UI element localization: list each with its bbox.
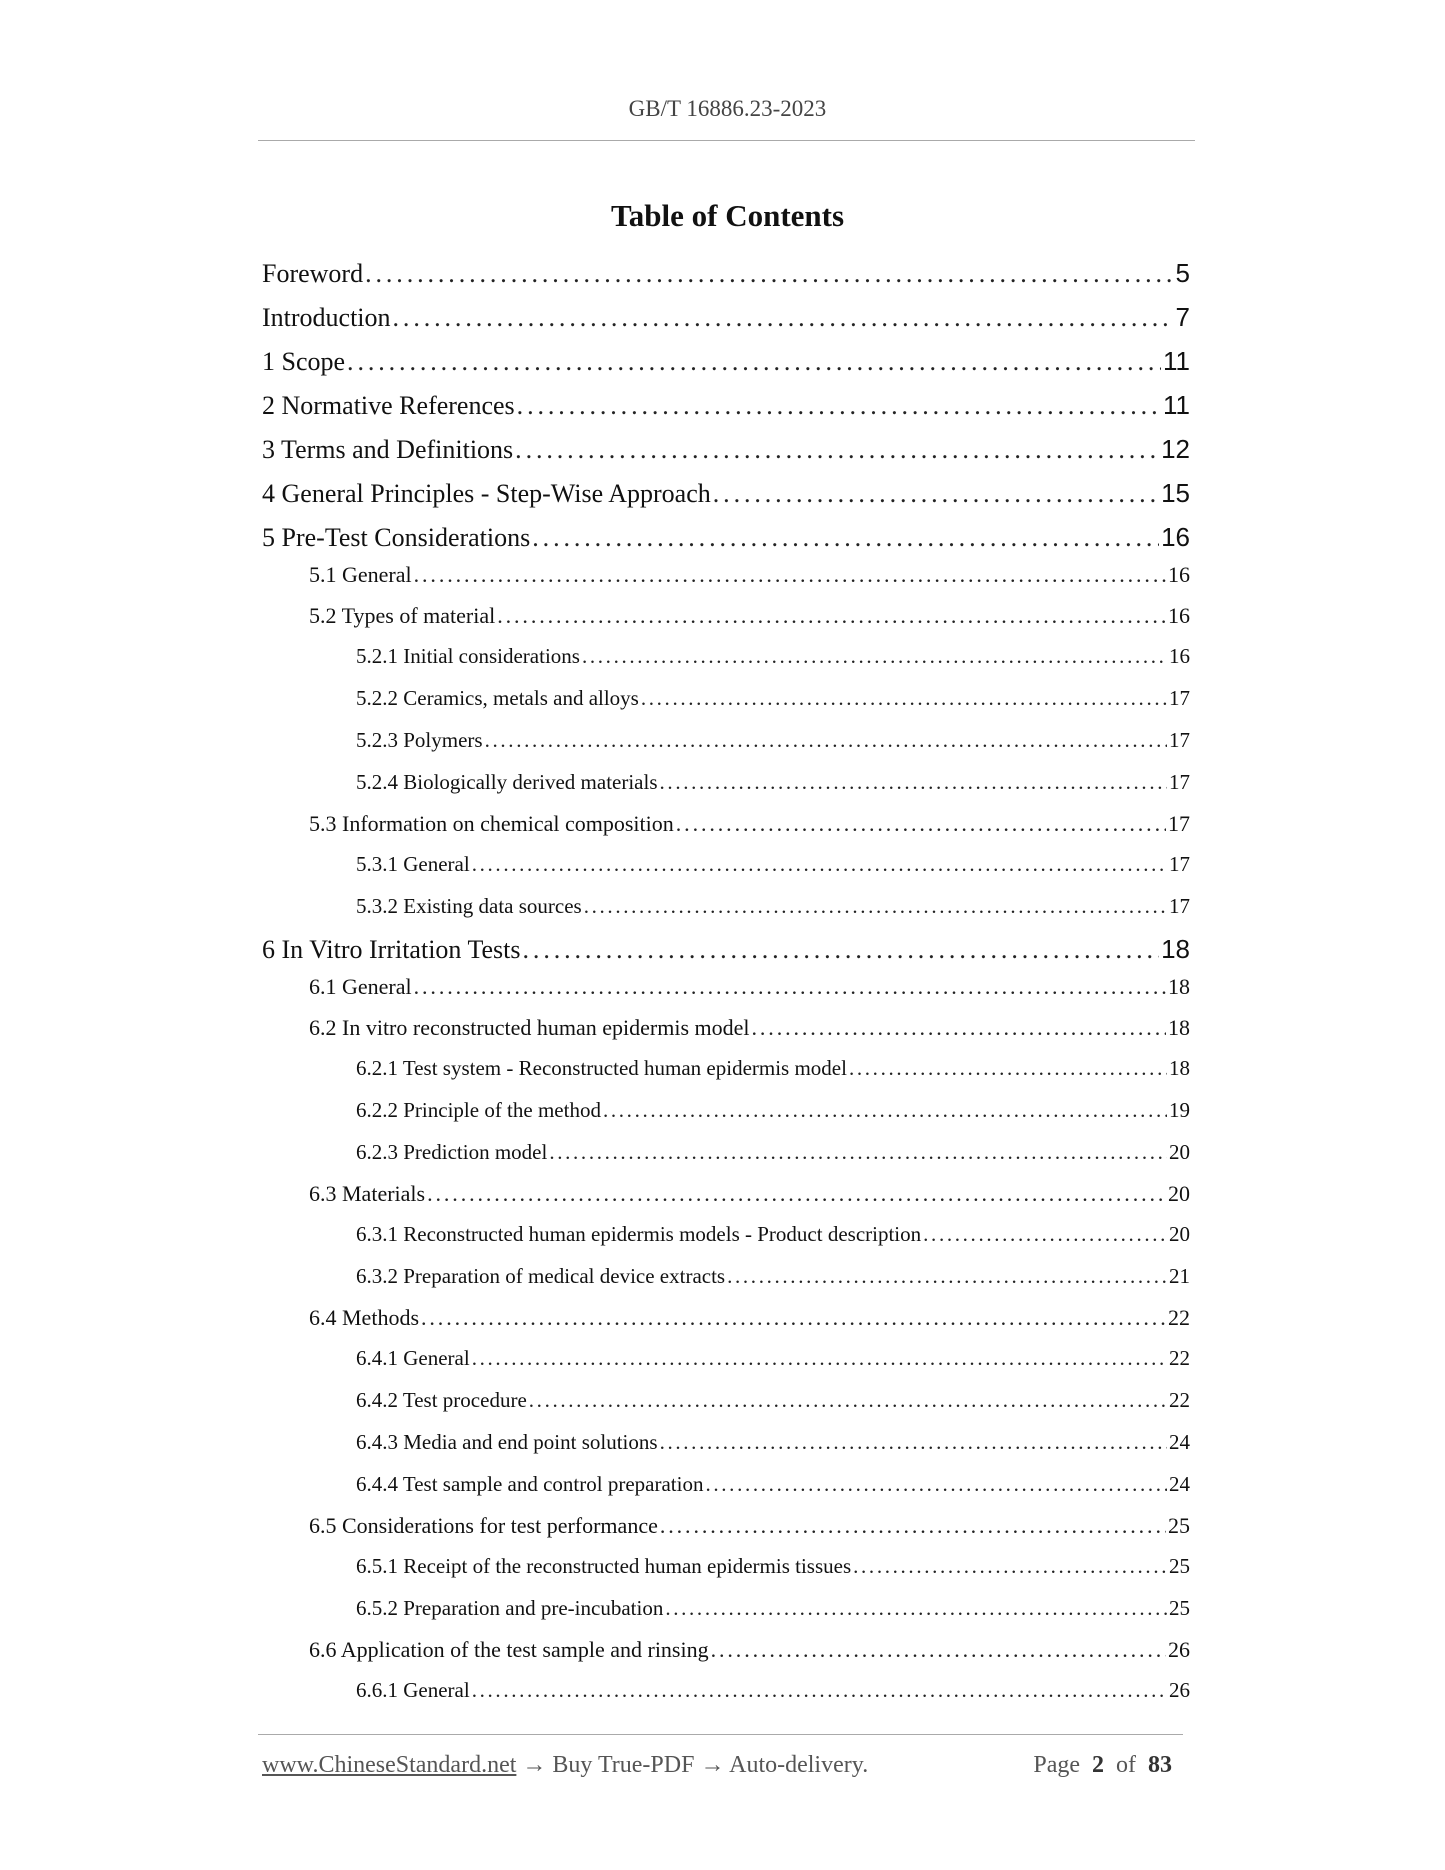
toc-entry[interactable] — [356, 894, 1190, 919]
toc-entry[interactable] — [262, 258, 1190, 289]
toc-entry-page-number: 25 — [1169, 1596, 1190, 1620]
toc-entry-label: Foreword — [262, 259, 364, 288]
page-counter — [1033, 1752, 1172, 1779]
toc-entry-label: 5.3.1 General — [356, 852, 470, 876]
toc-entry-label: 5.2.4 Biologically derived materials — [356, 770, 658, 794]
dot-leader — [711, 1637, 1166, 1663]
toc-entry[interactable] — [309, 1015, 1190, 1041]
toc-entry-label: 2 Normative References — [262, 391, 515, 420]
toc-entry-page-number: 22 — [1169, 1346, 1190, 1370]
toc-entry-label: 6.2 In vitro reconstructed human epidermis model — [309, 1015, 750, 1040]
dot-leader — [660, 1513, 1166, 1539]
toc-entry-page-number: 16 — [1161, 522, 1190, 552]
dot-leader — [427, 1181, 1166, 1207]
page-footer — [262, 1752, 1180, 1779]
dot-leader — [515, 435, 1159, 465]
toc-entry-label: Introduction — [262, 303, 391, 332]
toc-entry[interactable] — [309, 562, 1190, 588]
dot-leader — [532, 523, 1159, 553]
dot-leader — [421, 1305, 1166, 1331]
dot-leader — [582, 644, 1167, 669]
toc-entry-label: 6.4.1 General — [356, 1346, 470, 1370]
toc-entry[interactable] — [309, 1637, 1190, 1663]
toc-entry-page-number: 17 — [1169, 894, 1190, 918]
toc-entry-page-number: 19 — [1169, 1098, 1190, 1122]
dot-leader — [393, 303, 1174, 333]
dot-leader — [529, 1388, 1167, 1413]
dot-leader — [727, 1264, 1167, 1289]
dot-leader — [414, 974, 1166, 1000]
toc-entry-page-number: 7 — [1175, 302, 1190, 332]
toc-entry-label: 6.6.1 General — [356, 1678, 470, 1702]
dot-leader — [517, 391, 1161, 421]
toc-entry-label: 5.3.2 Existing data sources — [356, 894, 582, 918]
current-page-number: 2 — [1092, 1752, 1104, 1778]
toc-entry-page-number: 12 — [1161, 434, 1190, 464]
toc-entry-page-number: 11 — [1163, 346, 1190, 376]
toc-entry-page-number: 17 — [1169, 686, 1190, 710]
website-link[interactable]: www.ChineseStandard.net — [262, 1752, 517, 1778]
dot-leader — [853, 1554, 1167, 1579]
promo-text: → Buy True-PDF → Auto-delivery. — [522, 1752, 869, 1778]
toc-entry-page-number: 20 — [1169, 1140, 1190, 1164]
toc-entry[interactable] — [262, 434, 1190, 465]
toc-entry-label: 6.2.2 Principle of the method — [356, 1098, 601, 1122]
toc-entry-page-number: 18 — [1168, 1015, 1190, 1040]
dot-leader — [752, 1015, 1167, 1041]
toc-entry[interactable] — [356, 1472, 1190, 1497]
toc-entry[interactable] — [356, 1222, 1190, 1247]
toc-entry-page-number: 5 — [1175, 258, 1190, 288]
toc-entry[interactable] — [356, 1056, 1190, 1081]
dot-leader — [849, 1056, 1167, 1081]
toc-entry[interactable] — [356, 1388, 1190, 1413]
toc-entry[interactable] — [262, 390, 1190, 421]
dot-leader — [923, 1222, 1167, 1247]
toc-entry-label: 5.2.1 Initial considerations — [356, 644, 580, 668]
footer-divider — [258, 1734, 1183, 1735]
toc-entry[interactable] — [309, 1181, 1190, 1207]
dot-leader — [485, 728, 1167, 753]
toc-entry-label: 5.2.2 Ceramics, metals and alloys — [356, 686, 639, 710]
toc-entry[interactable] — [309, 603, 1190, 629]
toc-entry-label: 6.4.4 Test sample and control preparation — [356, 1472, 704, 1496]
toc-entry[interactable] — [356, 686, 1190, 711]
toc-entry-page-number: 17 — [1168, 811, 1190, 836]
toc-entry[interactable] — [356, 1346, 1190, 1371]
toc-entry-page-number: 21 — [1169, 1264, 1190, 1288]
toc-entry[interactable] — [356, 644, 1190, 669]
footer-left — [262, 1752, 868, 1779]
toc-entry[interactable] — [356, 1098, 1190, 1123]
dot-leader — [497, 603, 1166, 629]
toc-entry-page-number: 11 — [1163, 390, 1190, 420]
toc-entry-page-number: 17 — [1169, 770, 1190, 794]
toc-entry-label: 6.1 General — [309, 974, 412, 999]
toc-entry-label: 6.3.1 Reconstructed human epidermis models - Product description — [356, 1222, 922, 1246]
toc-entry-page-number: 16 — [1168, 562, 1190, 587]
toc-entry[interactable] — [309, 974, 1190, 1000]
toc-entry-label: 6.3 Materials — [309, 1181, 426, 1206]
toc-entry[interactable] — [262, 934, 1190, 965]
toc-entry-label: 6.4.2 Test procedure — [356, 1388, 527, 1412]
toc-entry-label: 1 Scope — [262, 347, 346, 376]
toc-entry-label: 6.6 Application of the test sample and rinsing — [309, 1637, 709, 1662]
toc-entry-page-number: 17 — [1169, 852, 1190, 876]
dot-leader — [660, 770, 1167, 795]
toc-entry-page-number: 24 — [1169, 1430, 1190, 1454]
toc-entry[interactable] — [262, 478, 1190, 509]
toc-entry-label: 4 General Principles - Step-Wise Approach — [262, 479, 711, 508]
toc-entry[interactable] — [309, 1513, 1190, 1539]
dot-leader — [414, 562, 1166, 588]
toc-entry-label: 3 Terms and Definitions — [262, 435, 514, 464]
document-code-header: GB/T 16886.23-2023 — [628, 96, 827, 121]
toc-entry-page-number: 18 — [1161, 934, 1190, 964]
dot-leader — [472, 852, 1167, 877]
toc-entry-label: 6.5 Considerations for test performance — [309, 1513, 658, 1538]
dot-leader — [713, 479, 1159, 509]
page-title: Table of Contents — [610, 198, 845, 233]
toc-entry-label: 5.1 General — [309, 562, 412, 587]
toc-entry-page-number: 17 — [1169, 728, 1190, 752]
dot-leader — [660, 1430, 1167, 1455]
toc-entry-label: 5.3 Information on chemical composition — [309, 811, 674, 836]
page-word: Page — [1033, 1752, 1080, 1778]
dot-leader — [472, 1346, 1167, 1371]
toc-entry[interactable] — [262, 522, 1190, 553]
toc-entry-label: 6.5.2 Preparation and pre-incubation — [356, 1596, 664, 1620]
toc-entry-page-number: 18 — [1169, 1056, 1190, 1080]
toc-entry-page-number: 16 — [1169, 644, 1190, 668]
toc-entry-page-number: 16 — [1168, 603, 1190, 628]
toc-entry-label: 6.2.3 Prediction model — [356, 1140, 548, 1164]
dot-leader — [641, 686, 1167, 711]
dot-leader — [584, 894, 1167, 919]
toc-entry-label: 6.5.1 Receipt of the reconstructed human epidermis tissues — [356, 1554, 852, 1578]
toc-entry[interactable] — [356, 770, 1190, 795]
toc-entry-page-number: 26 — [1168, 1637, 1190, 1662]
toc-entry-label: 5.2.3 Polymers — [356, 728, 483, 752]
dot-leader — [365, 259, 1173, 289]
toc-entry-label: 5.2 Types of material — [309, 603, 496, 628]
toc-entry-page-number: 15 — [1161, 478, 1190, 508]
toc-entry-page-number: 18 — [1168, 974, 1190, 999]
toc-entry[interactable] — [356, 1264, 1190, 1289]
toc-entry-label: 6.2.1 Test system - Reconstructed human epidermis model — [356, 1056, 847, 1080]
toc-entry-label: 5 Pre-Test Considerations — [262, 523, 531, 552]
toc-entry[interactable] — [356, 1430, 1190, 1455]
of-word: of — [1116, 1752, 1136, 1778]
toc-entry[interactable] — [356, 1554, 1190, 1579]
dot-leader — [549, 1140, 1167, 1165]
toc-entry-page-number: 25 — [1168, 1513, 1190, 1538]
total-pages-number: 83 — [1148, 1752, 1172, 1778]
dot-leader — [347, 347, 1161, 377]
toc-entry[interactable] — [309, 1305, 1190, 1331]
toc-entry-label: 6.4.3 Media and end point solutions — [356, 1430, 658, 1454]
toc-entry-label: 6.3.2 Preparation of medical device extracts — [356, 1264, 726, 1288]
toc-entry[interactable] — [356, 1678, 1190, 1703]
toc-entry[interactable] — [356, 852, 1190, 877]
dot-leader — [472, 1678, 1167, 1703]
toc-entry-label: 6.4 Methods — [309, 1305, 419, 1330]
toc-entry-page-number: 26 — [1169, 1678, 1190, 1702]
toc-entry-page-number: 20 — [1169, 1222, 1190, 1246]
toc-entry[interactable] — [309, 811, 1190, 837]
header-divider — [258, 140, 1195, 141]
toc-entry[interactable] — [356, 1596, 1190, 1621]
toc-entry[interactable] — [356, 1140, 1190, 1165]
dot-leader — [705, 1472, 1167, 1497]
toc-entry-page-number: 22 — [1168, 1305, 1190, 1330]
toc-entry[interactable] — [262, 302, 1190, 333]
toc-entry-page-number: 25 — [1169, 1554, 1190, 1578]
toc-entry[interactable] — [262, 346, 1190, 377]
dot-leader — [523, 935, 1160, 965]
toc-entry-page-number: 22 — [1169, 1388, 1190, 1412]
dot-leader — [665, 1596, 1167, 1621]
toc-entry-label: 6 In Vitro Irritation Tests — [262, 935, 521, 964]
dot-leader — [676, 811, 1166, 837]
toc-entry-page-number: 20 — [1168, 1181, 1190, 1206]
toc-entry-page-number: 24 — [1169, 1472, 1190, 1496]
dot-leader — [603, 1098, 1167, 1123]
toc-entry[interactable] — [356, 728, 1190, 753]
